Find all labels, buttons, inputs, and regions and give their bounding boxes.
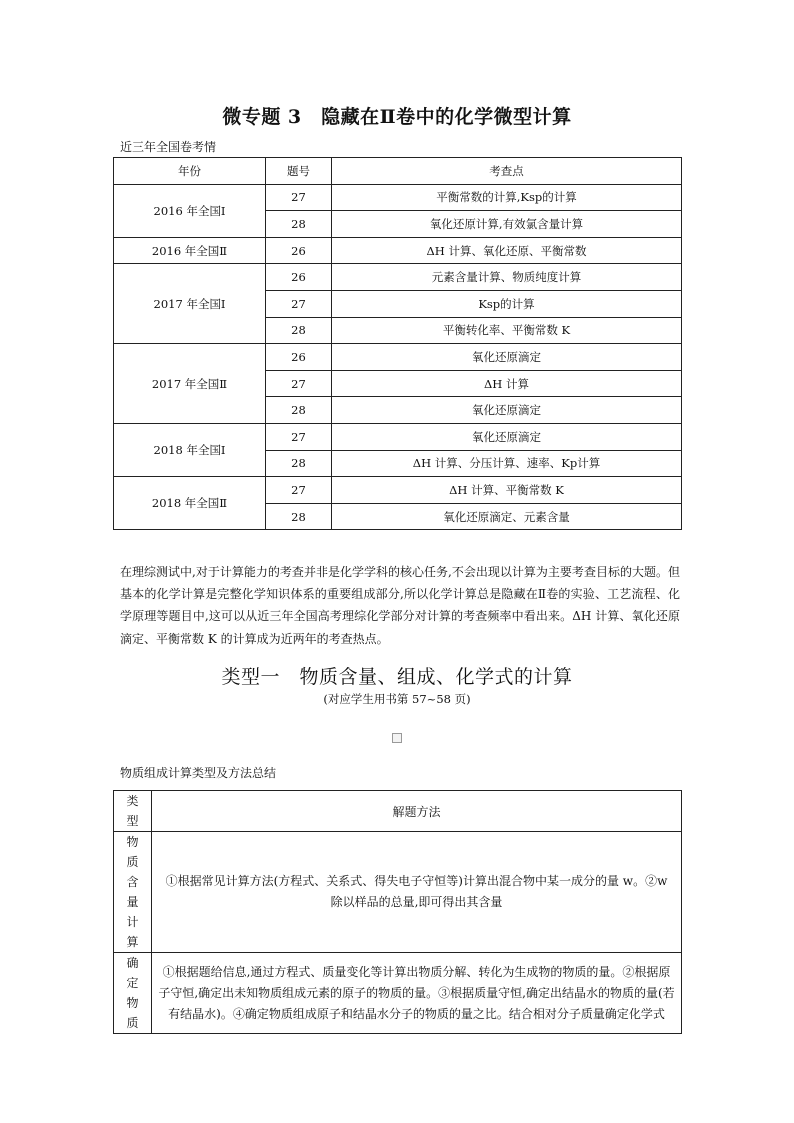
exam-point-cell: 平衡转化率、平衡常数 K — [332, 317, 682, 344]
exam-point-cell: ΔH 计算 — [332, 370, 682, 397]
exam-year-cell: 2018 年全国Ⅱ — [114, 477, 266, 530]
exam-question-number-cell: 28 — [266, 450, 332, 477]
exam-question-number-cell: 26 — [266, 344, 332, 371]
page-title: 微专题 3 隐藏在Ⅱ卷中的化学微型计算 — [222, 106, 572, 128]
method-type-cell — [114, 953, 152, 1034]
intro-paragraph: 在理综测试中,对于计算能力的考查并非是化学学科的核心任务,不会出现以计算为主要考查目标的大题。但基本的化学计算是完整化学知识体系的重要组成部分,所以化学计算总是隐藏在Ⅱ卷的实验、工艺流程、化学原理等题目中,这可以从近三年全国高考理综化学部分对计算的考查频率中看出来。ΔH 计算、氧化还原滴定、平衡常数 K 的计算成为近两年的考查热点。 — [120, 565, 680, 646]
exam-year-cell: 2017 年全国Ⅱ — [114, 344, 266, 424]
method-content-cell: ①根据常见计算方法(方程式、关系式、得失电子守恒等)计算出混合物中某一成分的量 w。②w 除以样品的总量,即可得出其含量 — [152, 832, 682, 953]
exam-question-number-cell: 28 — [266, 503, 332, 530]
exam-question-number-cell: 26 — [266, 237, 332, 264]
method-content-cell: ①根据题给信息,通过方程式、质量变化等计算出物质分解、转化为生成物的物质的量。②根据原子守恒,确定出未知物质组成元素的原子的物质的量。③根据质量守恒,确定出结晶水的物质的量(若有结晶水)。④确定物质组成原子和结晶水分子的物质的量之比。结合相对分子质量确定化学式 — [152, 953, 682, 1034]
image-placeholder-icon — [392, 733, 402, 743]
table-row — [114, 344, 682, 371]
method-type-text: 物质含量计算 — [126, 835, 139, 949]
section-subtitle: (对应学生用书第 57~58 页) — [323, 692, 471, 706]
exam-point-cell: 氧化还原滴定 — [332, 344, 682, 371]
exam-question-number-cell: 27 — [266, 423, 332, 450]
method-header-type-text: 类型 — [126, 794, 139, 828]
table-row — [114, 237, 682, 264]
exam-header-year: 年份 — [114, 158, 266, 185]
exam-question-number-cell: 28 — [266, 211, 332, 238]
exam-question-number-cell: 27 — [266, 290, 332, 317]
exam-point-cell: 氧化还原滴定、元素含量 — [332, 503, 682, 530]
method-table — [113, 790, 682, 1034]
exam-question-number-cell: 26 — [266, 264, 332, 291]
exam-question-number-cell: 27 — [266, 184, 332, 211]
exam-point-cell: Ksp的计算 — [332, 290, 682, 317]
exam-header-point: 考查点 — [332, 158, 682, 185]
exam-question-number-cell: 28 — [266, 317, 332, 344]
exam-question-number-cell: 27 — [266, 370, 332, 397]
exam-question-number-cell: 27 — [266, 477, 332, 504]
exam-point-cell: 平衡常数的计算,Ksp的计算 — [332, 184, 682, 211]
exam-point-cell: ΔH 计算、分压计算、速率、Kp计算 — [332, 450, 682, 477]
table-row — [114, 477, 682, 504]
exam-header-num: 题号 — [266, 158, 332, 185]
exam-point-cell: ΔH 计算、平衡常数 K — [332, 477, 682, 504]
exam-question-number-cell: 28 — [266, 397, 332, 424]
table-row — [114, 184, 682, 211]
exam-year-cell: 2016 年全国Ⅱ — [114, 237, 266, 264]
table-row — [114, 423, 682, 450]
method-caption: 物质组成计算类型及方法总结 — [120, 766, 277, 780]
method-header-method: 解题方法 — [152, 791, 682, 832]
exam-point-cell: 氧化还原滴定 — [332, 397, 682, 424]
method-header-type — [114, 791, 152, 832]
exam-year-cell: 2018 年全国Ⅰ — [114, 423, 266, 476]
exam-point-cell: ΔH 计算、氧化还原、平衡常数 — [332, 237, 682, 264]
method-type-cell — [114, 832, 152, 953]
method-type-text: 确定物质 — [126, 956, 139, 1030]
exam-caption: 近三年全国卷考情 — [120, 140, 217, 154]
exam-table-header-row — [114, 158, 682, 185]
exam-year-cell: 2017 年全国Ⅰ — [114, 264, 266, 344]
exam-year-cell: 2016 年全国Ⅰ — [114, 184, 266, 237]
exam-table — [113, 157, 682, 530]
exam-point-cell: 氧化还原滴定 — [332, 423, 682, 450]
section-title: 类型一 物质含量、组成、化学式的计算 — [221, 666, 573, 688]
exam-point-cell: 元素含量计算、物质纯度计算 — [332, 264, 682, 291]
table-row — [114, 264, 682, 291]
exam-point-cell: 氧化还原计算,有效氯含量计算 — [332, 211, 682, 238]
